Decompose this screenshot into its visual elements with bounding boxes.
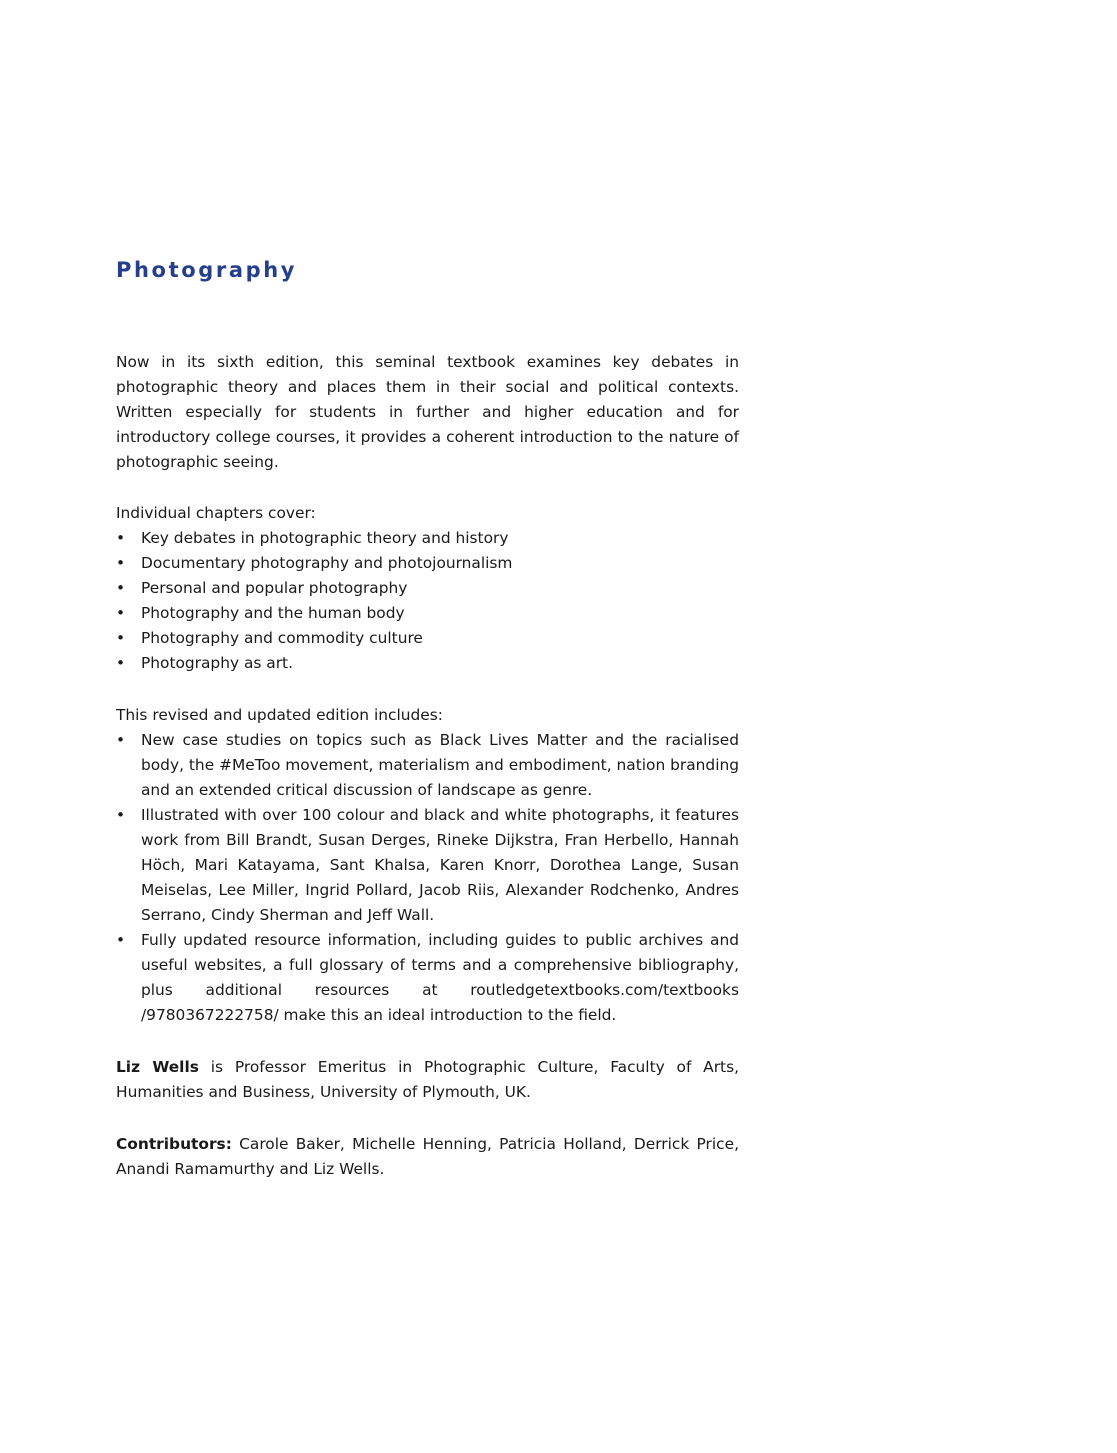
bullet-icon: • xyxy=(116,931,126,949)
spacer xyxy=(116,676,739,703)
back-cover-text xyxy=(116,350,739,1182)
list-item xyxy=(116,803,739,928)
bullet-icon: • xyxy=(116,731,126,749)
chapters-list xyxy=(116,526,739,676)
author-name: Liz Wells xyxy=(116,1058,199,1076)
bullet-icon: • xyxy=(116,629,126,647)
spacer xyxy=(116,1105,739,1132)
author-paragraph xyxy=(116,1055,739,1105)
list-item xyxy=(116,928,739,1028)
contributors-label: Contributors: xyxy=(116,1135,232,1153)
page-title: Photography xyxy=(116,258,298,282)
spacer xyxy=(116,1028,739,1055)
edition-list xyxy=(116,728,739,1028)
intro-paragraph: Now in its sixth edition, this seminal textbook examines key debates in photographic theory and places them in their social and political contexts. Written especially for students in further and higher education and for introductory college courses, it provides a coherent introduction to the nature of photographic seeing. xyxy=(116,353,739,471)
contributors-paragraph xyxy=(116,1132,739,1182)
list-item-text: Fully updated resource information, including guides to public archives and useful websites, a full glossary of terms and a comprehensive bibliography, plus additional resources at routledgetextbooks.com/textbooks /9780367222758/ make this an ideal introduction to the field. xyxy=(141,931,739,1024)
edition-lead: This revised and updated edition includes: xyxy=(116,706,443,724)
list-item xyxy=(116,651,739,676)
bullet-icon: • xyxy=(116,654,126,672)
list-item xyxy=(116,626,739,651)
list-item xyxy=(116,526,739,551)
bullet-icon: • xyxy=(116,806,126,824)
author-bio: is Professor Emeritus in Photographic Culture, Faculty of Arts, Humanities and Business, University of Plymouth, UK. xyxy=(116,1058,739,1101)
chapters-lead: Individual chapters cover: xyxy=(116,504,316,522)
list-item-text: Illustrated with over 100 colour and black and white photographs, it features work from Bill Brandt, Susan Derges, Rineke Dijkstra, Fran Herbello, Hannah Höch, Mari Katayama, Sant Khalsa, Karen Knorr, Dorothea Lange, Susan Meiselas, Lee Miller, Ingrid Pollard, Jacob Riis, Alexander Rodchenko, Andres Serrano, Cindy Sherman and Jeff Wall. xyxy=(141,806,739,924)
list-item xyxy=(116,576,739,601)
bullet-icon: • xyxy=(116,529,126,547)
list-item-text: Documentary photography and photojournalism xyxy=(141,554,513,572)
list-item xyxy=(116,728,739,803)
list-item-text: Photography and commodity culture xyxy=(141,629,423,647)
contributors-text: Carole Baker, Michelle Henning, Patricia Holland, Derrick Price, Anandi Ramamurthy and Liz Wells. xyxy=(116,1135,739,1178)
list-item-text: New case studies on topics such as Black Lives Matter and the racialised body, the #MeToo movement, materialism and embodiment, nation branding and an extended critical discussion of landscape as genre. xyxy=(141,731,739,799)
bullet-icon: • xyxy=(116,579,126,597)
bullet-icon: • xyxy=(116,604,126,622)
list-item-text: Photography and the human body xyxy=(141,604,405,622)
bullet-icon: • xyxy=(116,554,126,572)
list-item-text: Key debates in photographic theory and history xyxy=(141,529,509,547)
list-item-text: Photography as art. xyxy=(141,654,293,672)
list-item-text: Personal and popular photography xyxy=(141,579,408,597)
list-item xyxy=(116,551,739,576)
list-item xyxy=(116,601,739,626)
